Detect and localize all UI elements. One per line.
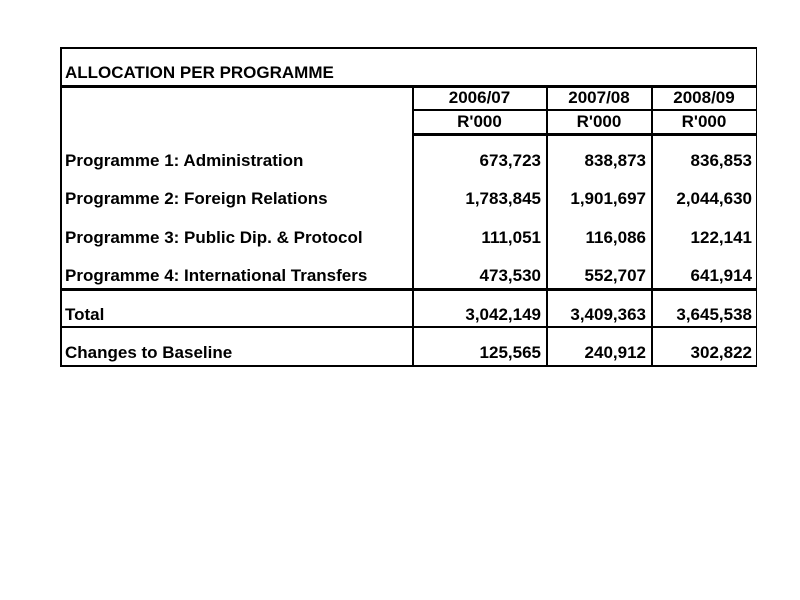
year-header-3: 2008/09 <box>673 88 735 107</box>
row-label-programme-1: Programme 1: Administration <box>65 151 304 170</box>
row-value-programme-1-2008: 836,853 <box>690 151 752 170</box>
table-border-left <box>60 47 62 367</box>
row-value-programme-1-2007: 838,873 <box>584 151 646 170</box>
year-header-1: 2006/07 <box>448 88 511 107</box>
row-label-programme-2: Programme 2: Foreign Relations <box>65 189 328 208</box>
row-label-programme-3: Programme 3: Public Dip. & Protocol <box>65 228 363 247</box>
allocation-table <box>60 47 757 367</box>
total-bottom-rule <box>60 326 757 328</box>
changes-value-2008: 302,822 <box>690 343 752 362</box>
row-value-programme-2-2007: 1,901,697 <box>570 189 646 208</box>
row-value-programme-3-2007: 116,086 <box>585 228 646 247</box>
total-value-2006: 3,042,149 <box>465 305 541 324</box>
unit-rule <box>412 133 757 136</box>
total-value-2008: 3,645,538 <box>676 305 752 324</box>
row-value-programme-4-2006: 473,530 <box>479 266 541 285</box>
row-value-programme-2-2006: 1,783,845 <box>465 189 541 208</box>
total-label: Total <box>65 305 105 324</box>
unit-header-3: R'000 <box>681 112 727 131</box>
unit-header-1: R'000 <box>457 112 502 131</box>
row-value-programme-1-2006: 673,723 <box>479 151 541 170</box>
row-value-programme-4-2007: 552,707 <box>584 266 646 285</box>
changes-label: Changes to Baseline <box>65 343 233 362</box>
changes-value-2007: 240,912 <box>584 343 646 362</box>
total-top-rule <box>60 288 757 291</box>
row-value-programme-3-2008: 122,141 <box>690 228 752 247</box>
total-value-2007: 3,409,363 <box>570 305 646 324</box>
row-value-programme-2-2008: 2,044,630 <box>676 189 752 208</box>
year-header-2: 2007/08 <box>568 88 630 107</box>
row-value-programme-3-2006: 111,051 <box>481 228 541 247</box>
row-label-programme-4: Programme 4: International Transfers <box>65 266 368 285</box>
row-value-programme-4-2008: 641,914 <box>690 266 752 285</box>
table-border-top <box>60 47 757 49</box>
unit-header-2: R'000 <box>576 112 622 131</box>
table-title: ALLOCATION PER PROGRAMME <box>65 63 334 82</box>
changes-value-2006: 125,565 <box>479 343 541 362</box>
year-rule <box>412 109 757 111</box>
